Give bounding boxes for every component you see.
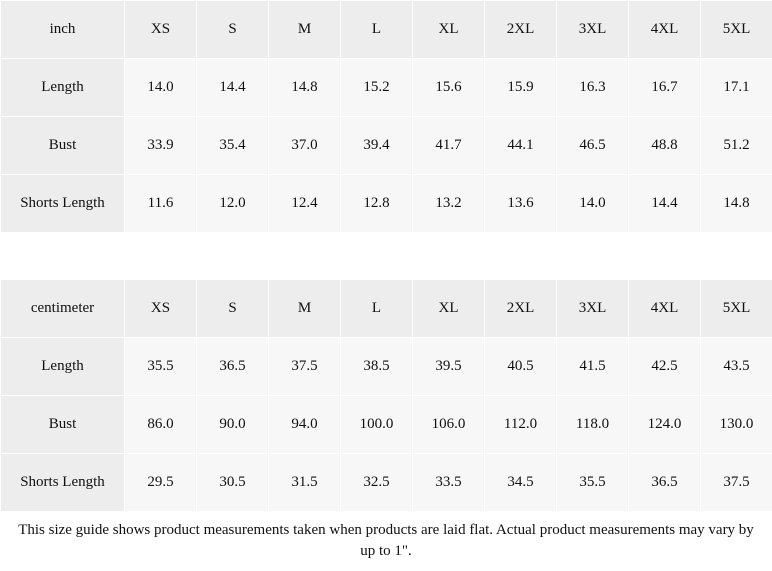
size-guide-note: This size guide shows product measurements taken when products are laid flat. Actual product measurements may vary by up to 1". [18, 522, 754, 559]
size-header-xs: XS [125, 1, 197, 59]
cell-bust-s: 90.0 [197, 396, 269, 454]
size-header-l: L [341, 1, 413, 59]
cell-length-xs: 35.5 [125, 338, 197, 396]
table-row [1, 59, 772, 117]
cell-length-4xl: 16.7 [629, 59, 701, 117]
size-header-s: S [197, 1, 269, 59]
table-row [1, 117, 772, 175]
table-header-row [1, 1, 772, 59]
cell-shorts-xs: 11.6 [125, 175, 197, 233]
cell-shorts-xl: 13.2 [413, 175, 485, 233]
cell-length-2xl: 40.5 [485, 338, 557, 396]
size-table-centimeter [0, 279, 772, 512]
cell-shorts-2xl: 13.6 [485, 175, 557, 233]
row-label-shorts-length: Shorts Length [1, 175, 125, 233]
cell-shorts-3xl: 14.0 [557, 175, 629, 233]
table-header-row [1, 280, 772, 338]
size-header-4xl: 4XL [629, 1, 701, 59]
unit-label-inch: inch [1, 1, 125, 59]
cell-bust-5xl: 130.0 [701, 396, 772, 454]
size-header-xl: XL [413, 280, 485, 338]
cell-length-l: 15.2 [341, 59, 413, 117]
cell-shorts-l: 12.8 [341, 175, 413, 233]
cell-bust-4xl: 124.0 [629, 396, 701, 454]
row-label-bust: Bust [1, 396, 125, 454]
cell-bust-l: 100.0 [341, 396, 413, 454]
cell-shorts-xs: 29.5 [125, 454, 197, 512]
cell-bust-3xl: 118.0 [557, 396, 629, 454]
cell-length-5xl: 43.5 [701, 338, 772, 396]
size-header-xs: XS [125, 280, 197, 338]
size-header-5xl: 5XL [701, 280, 772, 338]
cell-bust-xs: 86.0 [125, 396, 197, 454]
cell-bust-4xl: 48.8 [629, 117, 701, 175]
row-label-length: Length [1, 338, 125, 396]
cell-length-xl: 15.6 [413, 59, 485, 117]
cell-shorts-m: 12.4 [269, 175, 341, 233]
cell-shorts-m: 31.5 [269, 454, 341, 512]
size-header-l: L [341, 280, 413, 338]
size-header-2xl: 2XL [485, 1, 557, 59]
size-header-s: S [197, 280, 269, 338]
cell-bust-l: 39.4 [341, 117, 413, 175]
size-header-3xl: 3XL [557, 1, 629, 59]
cell-shorts-3xl: 35.5 [557, 454, 629, 512]
size-header-3xl: 3XL [557, 280, 629, 338]
table-row [1, 396, 772, 454]
cell-length-xl: 39.5 [413, 338, 485, 396]
table-row [1, 175, 772, 233]
size-header-5xl: 5XL [701, 1, 772, 59]
cell-length-m: 14.8 [269, 59, 341, 117]
cell-length-s: 14.4 [197, 59, 269, 117]
cell-shorts-4xl: 14.4 [629, 175, 701, 233]
cell-bust-s: 35.4 [197, 117, 269, 175]
size-header-4xl: 4XL [629, 280, 701, 338]
size-header-xl: XL [413, 1, 485, 59]
cell-shorts-5xl: 37.5 [701, 454, 772, 512]
cell-shorts-2xl: 34.5 [485, 454, 557, 512]
cell-length-m: 37.5 [269, 338, 341, 396]
cell-length-xs: 14.0 [125, 59, 197, 117]
cell-bust-2xl: 44.1 [485, 117, 557, 175]
cell-bust-m: 94.0 [269, 396, 341, 454]
cell-shorts-s: 30.5 [197, 454, 269, 512]
row-label-length: Length [1, 59, 125, 117]
size-table-inch [0, 0, 772, 233]
cell-bust-xl: 106.0 [413, 396, 485, 454]
cell-bust-5xl: 51.2 [701, 117, 772, 175]
cell-shorts-l: 32.5 [341, 454, 413, 512]
size-header-2xl: 2XL [485, 280, 557, 338]
cell-length-l: 38.5 [341, 338, 413, 396]
row-label-shorts-length: Shorts Length [1, 454, 125, 512]
cell-bust-xl: 41.7 [413, 117, 485, 175]
cell-bust-2xl: 112.0 [485, 396, 557, 454]
row-label-bust: Bust [1, 117, 125, 175]
cell-shorts-xl: 33.5 [413, 454, 485, 512]
cell-length-4xl: 42.5 [629, 338, 701, 396]
size-header-m: M [269, 280, 341, 338]
cell-length-s: 36.5 [197, 338, 269, 396]
cell-bust-m: 37.0 [269, 117, 341, 175]
cell-length-3xl: 41.5 [557, 338, 629, 396]
cell-shorts-4xl: 36.5 [629, 454, 701, 512]
table-spacer [0, 233, 772, 279]
cell-shorts-s: 12.0 [197, 175, 269, 233]
cell-shorts-5xl: 14.8 [701, 175, 772, 233]
size-header-m: M [269, 1, 341, 59]
cell-length-2xl: 15.9 [485, 59, 557, 117]
cell-bust-xs: 33.9 [125, 117, 197, 175]
cell-length-5xl: 17.1 [701, 59, 772, 117]
table-row [1, 454, 772, 512]
table-row [1, 338, 772, 396]
cell-length-3xl: 16.3 [557, 59, 629, 117]
unit-label-centimeter: centimeter [1, 280, 125, 338]
cell-bust-3xl: 46.5 [557, 117, 629, 175]
